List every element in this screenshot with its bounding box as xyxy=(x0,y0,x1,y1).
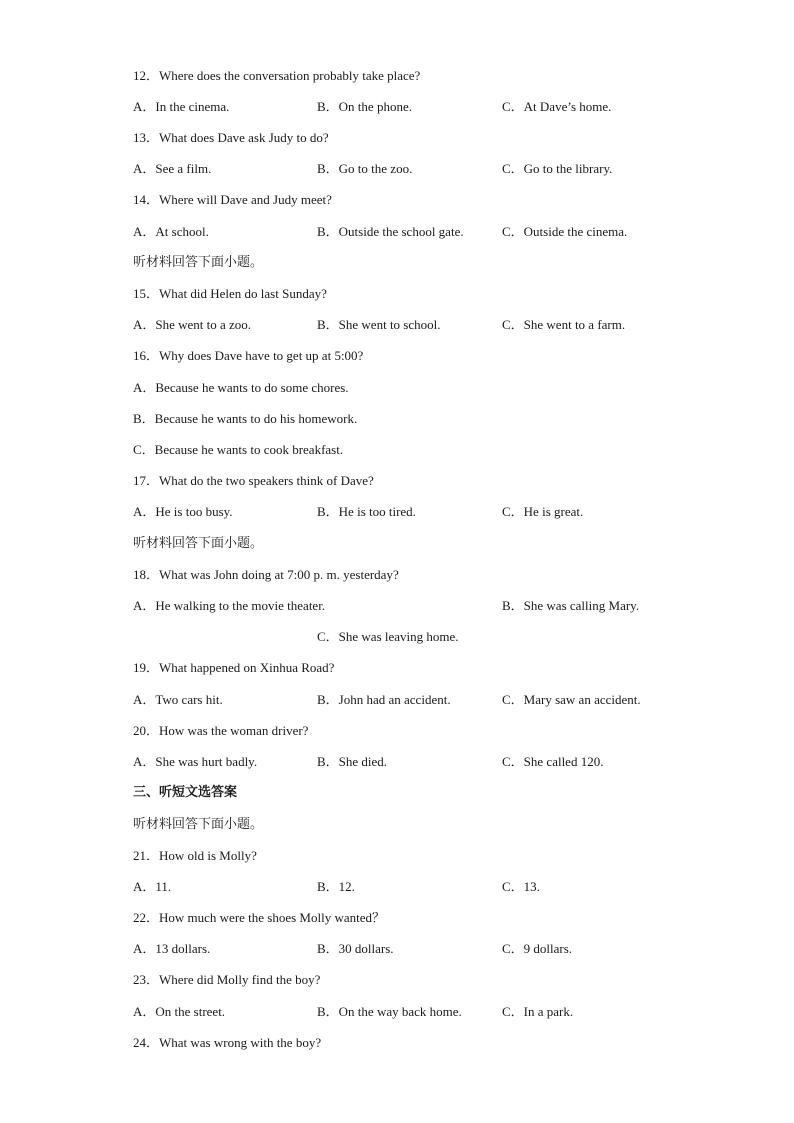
question-22: 22．How much were the shoes Molly wanted？ xyxy=(133,910,386,925)
question-21: 21．How old is Molly? xyxy=(133,848,257,863)
q22-option-a: A．13 dollars. xyxy=(133,941,211,956)
question-15: 15．What did Helen do last Sunday? xyxy=(133,286,327,301)
q17-option-c: C．He is great. xyxy=(502,504,584,519)
q21-option-c: C．13. xyxy=(502,879,540,894)
q22-option-c: C．9 dollars. xyxy=(502,941,573,956)
q17-option-b: B．He is too tired. xyxy=(317,504,416,519)
question-23: 23．Where did Molly find the boy? xyxy=(133,972,321,987)
question-19: 19．What happened on Xinhua Road? xyxy=(133,660,335,675)
q13-option-b: B．Go to the zoo. xyxy=(317,161,413,176)
q20-option-a: A．She was hurt badly. xyxy=(133,754,258,769)
q13-option-a: A．See a film. xyxy=(133,161,212,176)
q12-option-c: C．At Dave’s home. xyxy=(502,99,612,114)
q13-option-c: C．Go to the library. xyxy=(502,161,613,176)
q23-option-a: A．On the street. xyxy=(133,1004,226,1019)
question-24: 24．What was wrong with the boy? xyxy=(133,1035,322,1050)
q14-option-a: A．At school. xyxy=(133,224,209,239)
q19-option-c: C．Mary saw an accident. xyxy=(502,692,641,707)
q19-option-b: B．John had an accident. xyxy=(317,692,451,707)
q14-option-b: B．Outside the school gate. xyxy=(317,224,464,239)
q18-option-c: C．She was leaving home. xyxy=(317,629,459,644)
q15-option-c: C．She went to a farm. xyxy=(502,317,626,332)
q12-option-a: A．In the cinema. xyxy=(133,99,230,114)
q23-option-b: B．On the way back home. xyxy=(317,1004,462,1019)
question-17: 17．What do the two speakers think of Dave? xyxy=(133,473,374,488)
question-18: 18．What was John doing at 7:00 p. m. yesterday? xyxy=(133,567,399,582)
question-16: 16．Why does Dave have to get up at 5:00? xyxy=(133,348,364,363)
q23-option-c: C．In a park. xyxy=(502,1004,574,1019)
instruction-3: 听材料回答下面小题。 xyxy=(133,817,264,832)
q21-option-a: A．11. xyxy=(133,879,172,894)
q17-option-a: A．He is too busy. xyxy=(133,504,233,519)
question-12: 12．Where does the conversation probably take place? xyxy=(133,68,421,83)
instruction-1: 听材料回答下面小题。 xyxy=(133,255,264,270)
q16-option-b: B．Because he wants to do his homework. xyxy=(133,411,358,426)
question-20: 20．How was the woman driver? xyxy=(133,723,309,738)
question-14: 14．Where will Dave and Judy meet? xyxy=(133,192,332,207)
q14-option-c: C．Outside the cinema. xyxy=(502,224,628,239)
q19-option-a: A．Two cars hit. xyxy=(133,692,223,707)
q16-option-c: C．Because he wants to cook breakfast. xyxy=(133,442,344,457)
q20-option-c: C．She called 120. xyxy=(502,754,604,769)
q16-option-a: A．Because he wants to do some chores. xyxy=(133,380,349,395)
q21-option-b: B．12. xyxy=(317,879,355,894)
q15-option-a: A．She went to a zoo. xyxy=(133,317,252,332)
instruction-2: 听材料回答下面小题。 xyxy=(133,536,264,551)
q15-option-b: B．She went to school. xyxy=(317,317,441,332)
q18-option-b: B．She was calling Mary. xyxy=(502,598,640,613)
q20-option-b: B．She died. xyxy=(317,754,388,769)
section-heading-3: 三、听短文选答案 xyxy=(133,785,238,800)
question-13: 13．What does Dave ask Judy to do? xyxy=(133,130,329,145)
q12-option-b: B．On the phone. xyxy=(317,99,412,114)
q22-option-b: B．30 dollars. xyxy=(317,941,394,956)
q18-option-a: A．He walking to the movie theater. xyxy=(133,598,326,613)
